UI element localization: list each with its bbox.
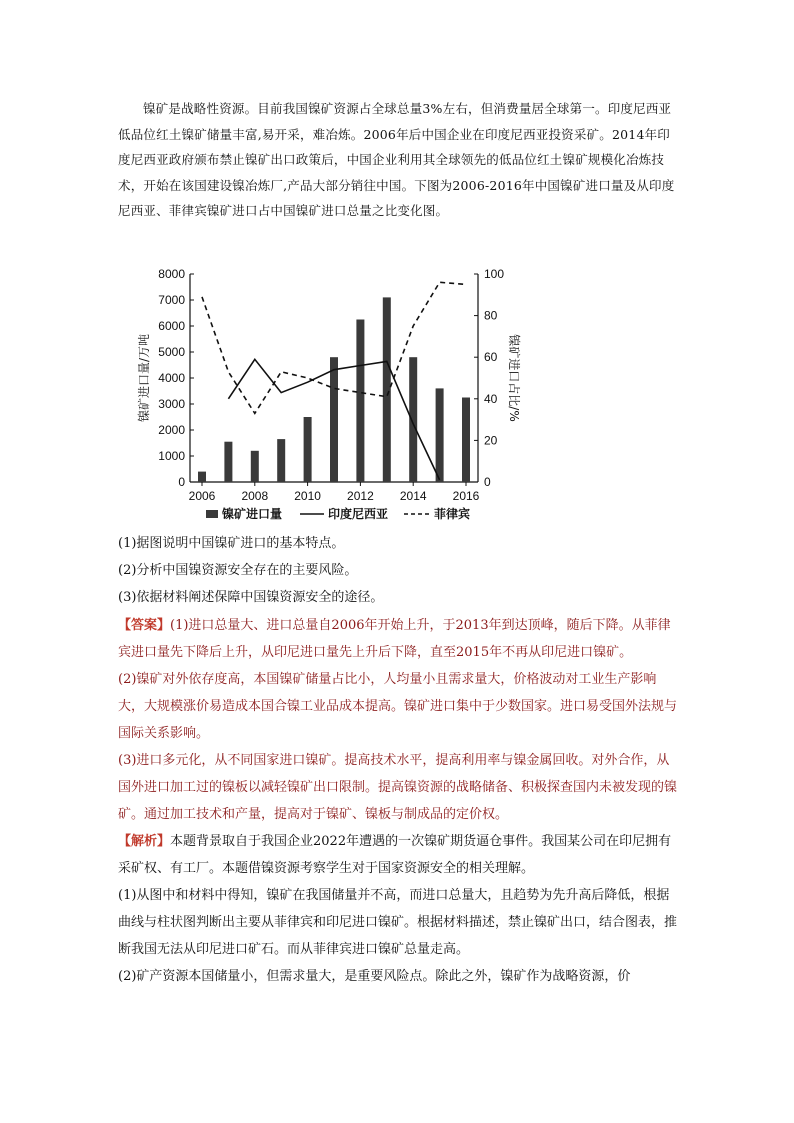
bar-2008 — [251, 451, 259, 482]
bar-2009 — [277, 439, 285, 482]
answer-tag: 【答案】 — [118, 618, 171, 633]
bar-2014 — [409, 357, 417, 482]
bar-2012 — [356, 320, 364, 483]
bar-2007 — [224, 442, 232, 482]
chart-legend — [206, 506, 470, 521]
answer-2: (2)镍矿对外依存度高，本国镍矿储量占比小，人均量小且需求量大，价格波动对工业生产影响大，大规模涨价易造成本国合镍工业品成本提高。镍矿进口集中于少数国家。进口易受国外法规与国际关系影响。 — [118, 672, 678, 741]
analysis-1 — [118, 828, 678, 882]
y-left-label: 镍矿进口量/万吨 — [137, 333, 151, 423]
right-tick-label: 20 — [484, 433, 498, 448]
legend-label-bars: 镍矿进口量 — [222, 507, 283, 521]
analysis-1-text: 本题背景取自于我国企业2022年遭遇的一次镍矿期货逼仓事件。我国某公司在印尼拥有采矿权、有工厂。本题借镍资源考察学生对于国家资源安全的相关理解。 — [118, 834, 672, 876]
right-tick-label: 0 — [484, 475, 491, 489]
question-3: (3)依据材料阐述保障中国镍资源安全的途径。 — [118, 590, 384, 605]
right-tick-label: 60 — [484, 350, 498, 365]
answer-1-text: (1)进口总量大、进口总量自2006年开始上升，于2013年到达顶峰，随后下降。从菲律宾进口量先下降后上升，从印尼进口量先上升后下降，直至2015年不再从印尼进口镍矿。 — [118, 618, 671, 660]
bar-2011 — [330, 357, 338, 482]
left-tick-label: 6000 — [158, 319, 185, 333]
x-tick-label: 2014 — [399, 489, 427, 503]
left-tick-label: 3000 — [158, 397, 185, 411]
left-tick-label: 1000 — [158, 449, 185, 463]
y-right-label: 镍矿进口占比/% — [507, 334, 521, 422]
answer-3: (3)进口多元化，从不同国家进口镍矿。提高技术水平，提高利用率与镍金属回收。对外合作，从国外进口加工过的镍板以减轻镍矿出口限制。提高镍资源的战略储备、积极探查国内未被发现的镍矿。通过加工技术和产量，提高对于镍矿、镍板与制成品的定价权。 — [118, 753, 678, 822]
left-tick-label: 0 — [178, 475, 185, 489]
analysis-3: (2)矿产资源本国储量小，但需求量大，是重要风险点。除此之外，镍矿作为战略资源，价 — [118, 969, 631, 984]
x-tick-label: 2016 — [452, 489, 480, 503]
bar-2013 — [383, 297, 391, 482]
x-tick-label: 2006 — [188, 489, 216, 503]
question-2: (2)分析中国镍资源安全存在的主要风险。 — [118, 563, 358, 578]
legend-label-indonesia: 印度尼西亚 — [328, 507, 389, 521]
right-tick-label: 40 — [484, 391, 498, 406]
x-tick-label: 2012 — [347, 489, 374, 503]
answer-section — [118, 612, 678, 990]
bar-2016 — [462, 398, 470, 483]
legend-label-philippines: 菲律宾 — [434, 507, 471, 521]
x-tick-label: 2008 — [241, 489, 269, 503]
left-tick-label: 5000 — [158, 345, 185, 359]
bar-series — [198, 297, 470, 482]
bar-2010 — [304, 417, 312, 482]
bar-2006 — [198, 472, 206, 482]
legend-swatch-bars — [206, 510, 218, 518]
left-tick-label: 2000 — [158, 423, 185, 437]
x-tick-label: 2010 — [294, 489, 321, 503]
bar-2015 — [436, 388, 444, 482]
answer-1 — [118, 612, 678, 666]
left-tick-label: 7000 — [158, 293, 185, 307]
nickel-import-chart — [118, 262, 521, 524]
left-tick-label: 4000 — [158, 371, 185, 385]
right-tick-label: 100 — [484, 267, 505, 281]
questions — [118, 530, 678, 611]
analysis-2: (1)从图中和材料中得知，镍矿在我国储量并不高，而进口总量大，且趋势为先升高后降低，根据曲线与柱状图判断出主要从菲律宾和印尼进口镍矿。根据材料描述，禁止镍矿出口，结合图表，推断我国无法从印尼进口矿石。而从菲律宾进口镍矿总量走高。 — [118, 888, 678, 957]
intro-paragraph: 镍矿是战略性资源。目前我国镍矿资源占全球总量3%左右，但消费量居全球第一。印度尼西亚低品位红土镍矿储量丰富,易开采，难冶炼。2006年后中国企业在印度尼西亚投资采矿。2014年印度尼西亚政府颁布禁止镍矿出口政策后，中国企业利用其全球领先的低品位红土镍矿规模化冶炼技术，开始在该国建设镍冶炼厂,产品大部分销往中国。下图为2006-2016年中国镍矿进口量及从印度尼西亚、菲律宾镍矿进口占中国镍矿进口总量之比变化图。 — [118, 101, 675, 218]
left-tick-label: 8000 — [158, 267, 185, 281]
right-tick-label: 80 — [484, 308, 498, 323]
analysis-tag: 【解析】 — [118, 834, 171, 849]
question-1: (1)据图说明中国镍矿进口的基本特点。 — [118, 536, 345, 551]
